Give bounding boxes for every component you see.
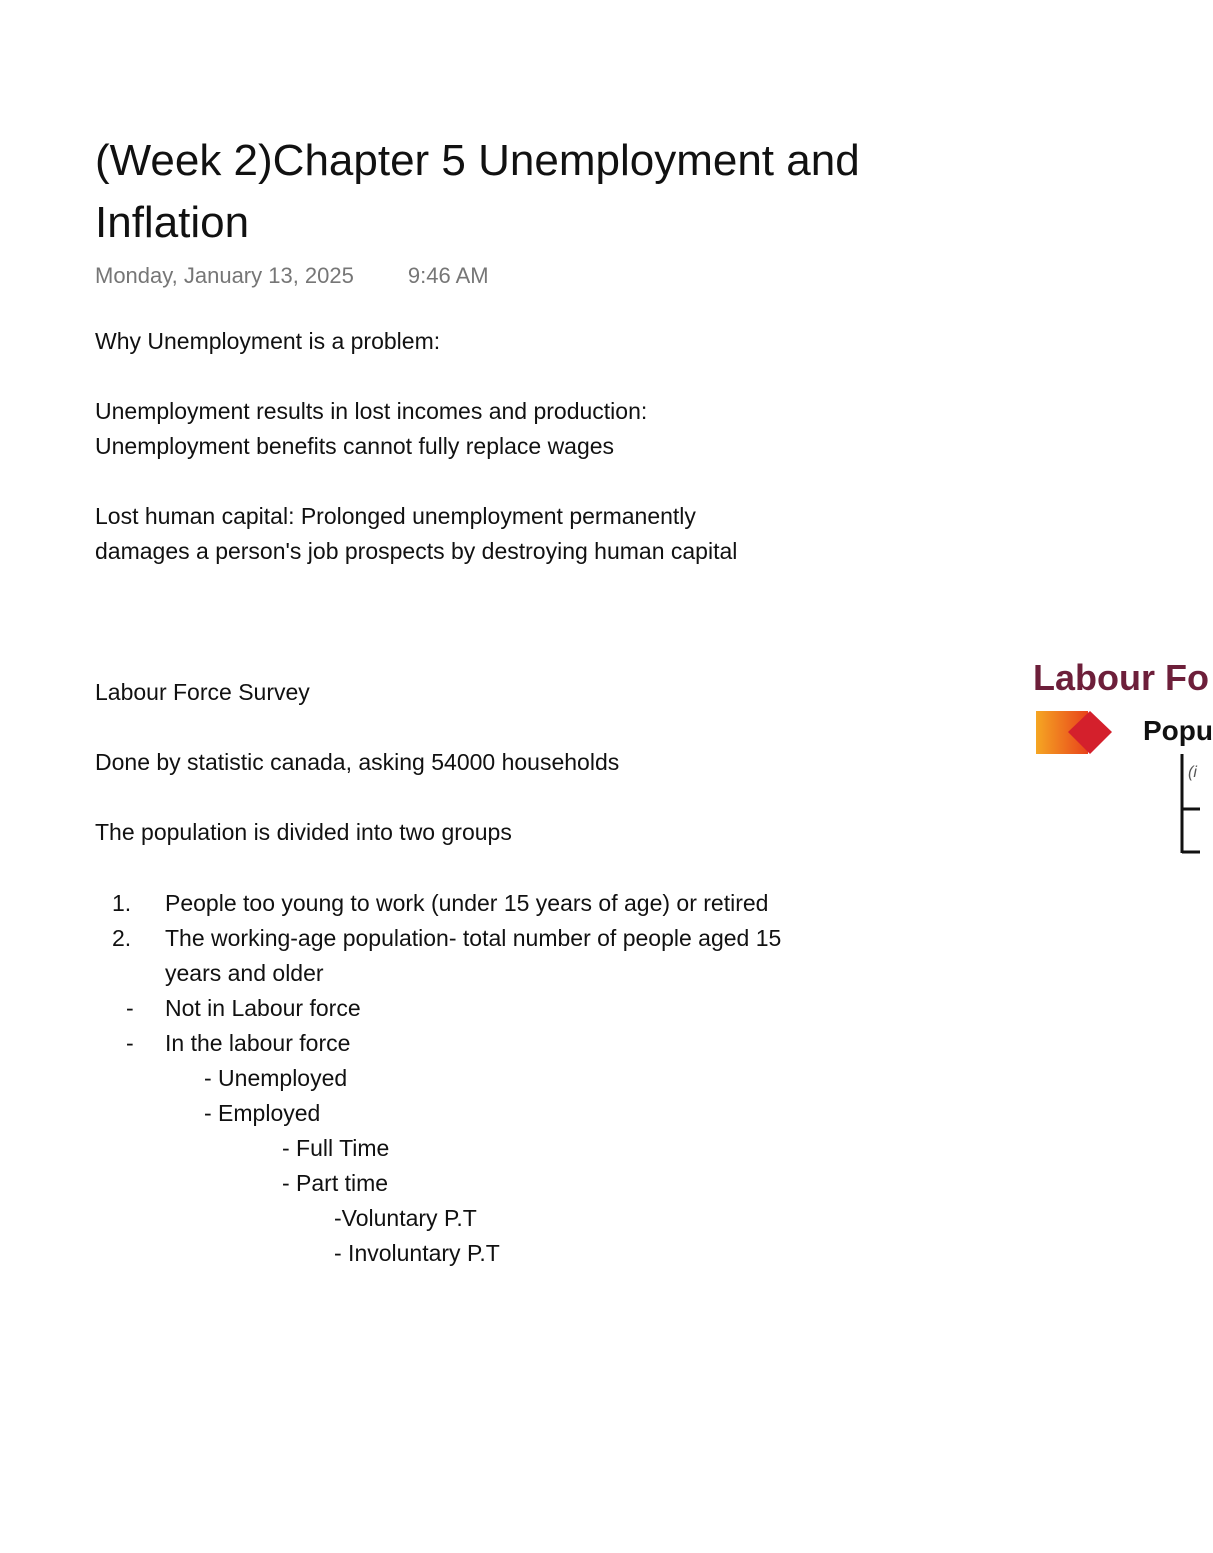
embedded-slide-image [1030,655,1213,860]
list-marker-1: 1. [112,890,132,916]
human-capital-line-2: damages a person's job prospects by destroying human capital [95,538,738,564]
list-item-too-young: People too young to work (under 15 years of age) or retired [165,890,769,916]
list-marker-2: 2. [112,925,132,951]
list-item-full-time: - Full Time [282,1135,390,1161]
list-item-involuntary-pt: - Involuntary P.T [334,1240,500,1266]
list-item-not-in-labour-force: Not in Labour force [165,995,361,1021]
human-capital-line-1: Lost human capital: Prolonged unemployment permanently [95,503,696,529]
list-item-voluntary-pt: -Voluntary P.T [334,1205,477,1231]
list-item-working-age-1: The working-age population- total number of people aged 15 [165,925,782,951]
survey-detail: Done by statistic canada, asking 54000 households [95,749,620,775]
slide-small-text: (i [1188,764,1197,781]
dash-marker-not-in-labour: - [126,995,134,1021]
list-item-part-time: - Part time [282,1170,389,1196]
note-time: 9:46 AM [407,263,489,288]
groups-intro: The population is divided into two groups [95,819,512,845]
list-item-working-age-2: years and older [165,960,324,986]
survey-heading: Labour Force Survey [95,679,310,705]
note-timestamp [95,263,489,289]
lost-incomes-line-2: Unemployment benefits cannot fully replace wages [95,433,615,459]
heading-why-unemployment: Why Unemployment is a problem: [95,328,441,354]
list-item-employed: - Employed [204,1100,321,1126]
lost-incomes-line-1: Unemployment results in lost incomes and production: [95,398,648,424]
slide-subheading: Popu [1143,715,1213,746]
slide-heading: Labour Fo [1033,657,1209,698]
dash-marker-in-labour: - [126,1030,134,1056]
page-title: (Week 2)Chapter 5 Unemployment and Inflation [95,136,860,247]
list-item-unemployed: - Unemployed [204,1065,348,1091]
note-date: Monday, January 13, 2025 [95,263,354,288]
list-item-in-labour-force: In the labour force [165,1030,351,1056]
